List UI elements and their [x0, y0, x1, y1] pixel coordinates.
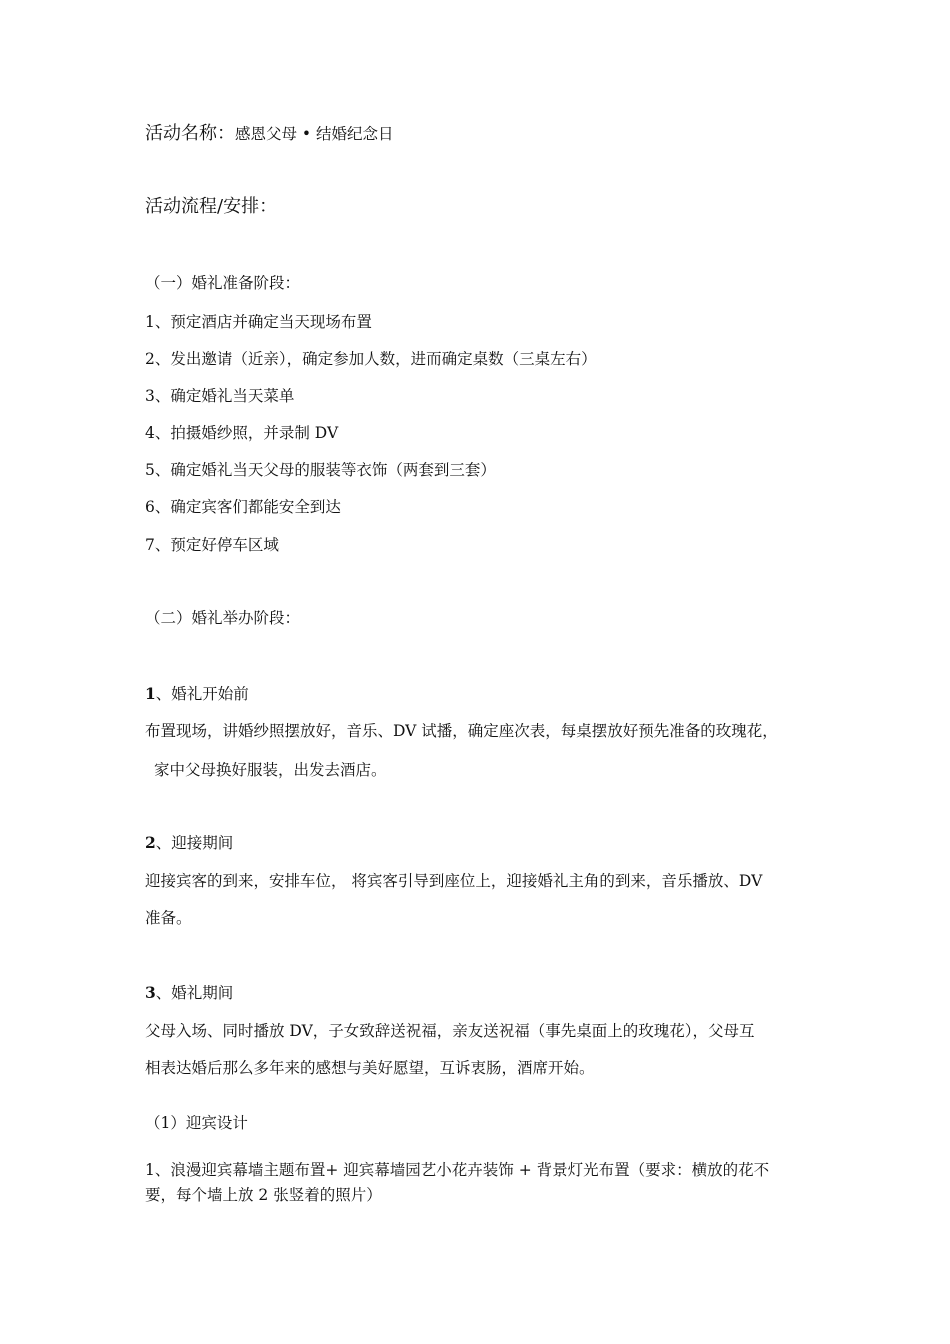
activity-name-value: 感恩父母 • 结婚纪念日	[235, 125, 394, 143]
section-paragraph-line: 家中父母换好服装，出发去酒店。	[154, 761, 387, 779]
section-number: 2	[145, 833, 156, 852]
section-paragraph-line: 相表达婚后那么多年来的感想与美好愿望，互诉衷肠，酒席开始。	[145, 1059, 595, 1077]
subsection-title: （1）迎宾设计	[145, 1114, 248, 1132]
stage1-item: 7、预定好停车区域	[145, 536, 279, 554]
section-title: 、迎接期间	[155, 834, 234, 852]
section-paragraph-line: 准备。	[145, 909, 192, 927]
subsection-line: 要，每个墙上放 2 张竖着的照片）	[145, 1186, 382, 1204]
stage1-item: 6、确定宾客们都能安全到达	[145, 498, 341, 516]
stage1-item: 5、确定婚礼当天父母的服装等衣饰（两套到三套）	[145, 461, 496, 479]
section-heading	[145, 983, 233, 1003]
stage2-title: （二）婚礼举办阶段：	[145, 609, 301, 627]
stage1-item: 1、预定酒店并确定当天现场布置	[145, 313, 372, 331]
section-number: 1	[145, 684, 156, 703]
section-heading	[145, 833, 233, 853]
stage1-item: 3、确定婚礼当天菜单	[145, 387, 295, 405]
stage1-title: （一）婚礼准备阶段：	[145, 274, 301, 292]
section-paragraph-line: 布置现场，讲婚纱照摆放好，音乐、DV 试播，确定座次表，每桌摆放好预先准备的玫瑰花，	[145, 722, 778, 740]
stage1-item: 2、发出邀请（近亲），确定参加人数，进而确定桌数（三桌左右）	[145, 350, 597, 368]
activity-name-line	[145, 124, 394, 144]
section-title: 、婚礼期间	[155, 984, 234, 1002]
section-title: 、婚礼开始前	[155, 685, 249, 703]
flow-heading: 活动流程/安排：	[145, 196, 278, 217]
section-number: 3	[145, 983, 156, 1002]
stage1-item: 4、拍摄婚纱照，并录制 DV	[145, 424, 339, 442]
section-heading	[145, 684, 249, 704]
section-paragraph-line: 迎接宾客的到来，安排车位， 将宾客引导到座位上，迎接婚礼主角的到来，音乐播放、DV	[145, 872, 763, 890]
section-paragraph-line: 父母入场、同时播放 DV，子女致辞送祝福，亲友送祝福（事先桌面上的玫瑰花），父母互	[145, 1022, 755, 1040]
subsection-line: 1、浪漫迎宾幕墙主题布置+ 迎宾幕墙园艺小花卉装饰 + 背景灯光布置（要求：横放的花不	[145, 1161, 770, 1179]
activity-name-label: 活动名称：	[145, 123, 235, 144]
